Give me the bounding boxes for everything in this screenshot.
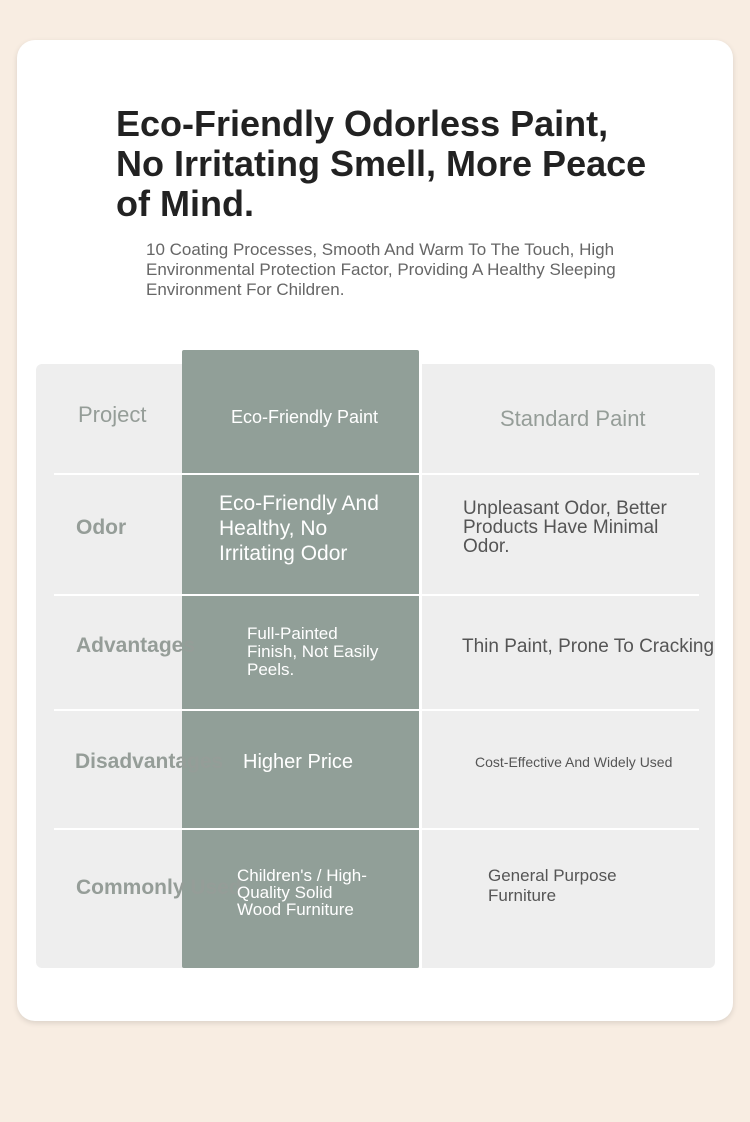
- page-subtitle: 10 Coating Processes, Smooth And Warm To The Touch, High Environmental Protection Factor, Providing A Healthy Sleeping Environment For Children.: [146, 240, 616, 299]
- eco-commonly-used-cell: Children's / High-Quality Solid Wood Furniture: [237, 865, 367, 919]
- row-divider: [54, 594, 699, 596]
- row-label-commonly-used: Commonly Used: [76, 876, 242, 899]
- header-eco-paint: Eco-Friendly Paint: [231, 406, 379, 427]
- row-label-disadvantages: Disadvantages: [75, 750, 224, 773]
- column-divider: [419, 364, 422, 968]
- standard-odor-cell: Unpleasant Odor, Better Products Have Minimal Odor.: [463, 497, 667, 557]
- eco-disadvantages-cell: Higher Price: [243, 750, 354, 773]
- row-divider: [54, 473, 699, 475]
- page-title: Eco-Friendly Odorless Paint, No Irritating Smell, More Peace of Mind.: [116, 103, 647, 224]
- header-project: Project: [78, 402, 147, 427]
- standard-advantages-cell: Thin Paint, Prone To Cracking: [462, 636, 715, 657]
- row-label-advantages: Advantages: [76, 634, 196, 657]
- header-standard-paint: Standard Paint: [500, 406, 646, 431]
- row-divider: [54, 709, 699, 711]
- standard-commonly-used-cell: General Purpose Furniture: [488, 866, 617, 905]
- standard-disadvantages-cell: Cost-Effective And Widely Used: [475, 754, 673, 770]
- eco-advantages-cell: Full-Painted Finish, Not Easily Peels.: [247, 624, 379, 679]
- eco-odor-cell: Eco-Friendly And Healthy, No Irritating Odor: [219, 491, 379, 565]
- row-divider: [54, 828, 699, 830]
- row-label-odor: Odor: [76, 516, 127, 539]
